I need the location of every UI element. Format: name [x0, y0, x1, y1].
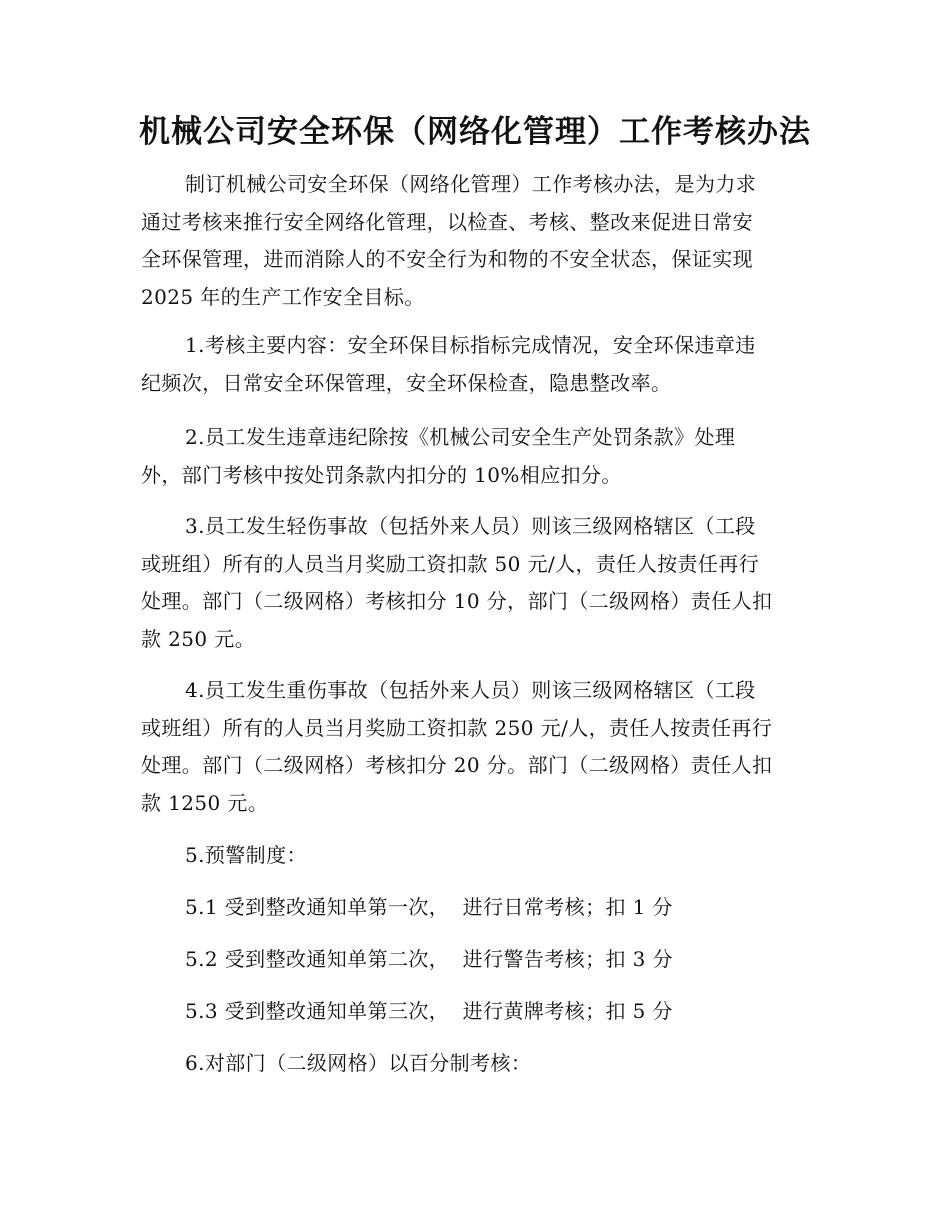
intro-paragraph [141, 166, 801, 316]
text-line: 或班组）所有的人员当月奖励工资扣款 250 元/人，责任人按责任再行 [141, 715, 773, 740]
item-4-paragraph [141, 672, 801, 822]
item-2-paragraph [141, 419, 801, 494]
text-line: 处理。部门（二级网格）考核扣分 20 分。部门（二级网格）责任人扣 [141, 753, 773, 777]
text-line: 纪频次，日常安全环保管理，安全环保检查，隐患整改率。 [141, 370, 672, 395]
text-line: 或班组）所有的人员当月奖励工资扣款 50 元/人，责任人按责任再行 [141, 551, 760, 576]
text-line: 3.员工发生轻伤事故（包括外来人员）则该三级网格辖区（工段 [185, 514, 756, 538]
text-line: 全环保管理，进而消除人的不安全行为和物的不安全状态，保证实现 [141, 247, 753, 271]
text-line: 外，部门考核中按处罚条款内扣分的 10%相应扣分。 [141, 462, 622, 487]
item-5-3: 5.3 受到整改通知单第三次， 进行黄牌考核；扣 5 分 [185, 999, 673, 1023]
text-line: 1.考核主要内容：安全环保目标指标完成情况，安全环保违章违 [185, 333, 756, 357]
item-3-paragraph [141, 508, 801, 658]
item-5-heading: 5.预警制度： [185, 843, 307, 867]
text-line: 2.员工发生违章违纪除按《机械公司安全生产处罚条款》处理 [185, 425, 736, 449]
text-line: 制订机械公司安全环保（网络化管理）工作考核办法，是为力求 [185, 172, 757, 196]
item-6-heading: 6.对部门（二级网格）以百分制考核： [185, 1051, 532, 1075]
item-5-2: 5.2 受到整改通知单第二次， 进行警告考核；扣 3 分 [185, 947, 673, 971]
text-line: 通过考核来推行安全网络化管理，以检查、考核、整改来促进日常安 [141, 209, 753, 234]
document-title: 机械公司安全环保（网络化管理）工作考核办法 [139, 114, 811, 150]
text-line: 款 1250 元。 [141, 790, 269, 815]
item-5-1: 5.1 受到整改通知单第一次， 进行日常考核；扣 1 分 [185, 895, 673, 919]
text-line: 款 250 元。 [141, 626, 256, 651]
text-line: 处理。部门（二级网格）考核扣分 10 分，部门（二级网格）责任人扣 [141, 589, 773, 613]
item-1-paragraph [141, 327, 801, 402]
text-line: 2025 年的生产工作安全目标。 [141, 284, 425, 309]
text-line: 4.员工发生重伤事故（包括外来人员）则该三级网格辖区（工段 [185, 678, 756, 702]
